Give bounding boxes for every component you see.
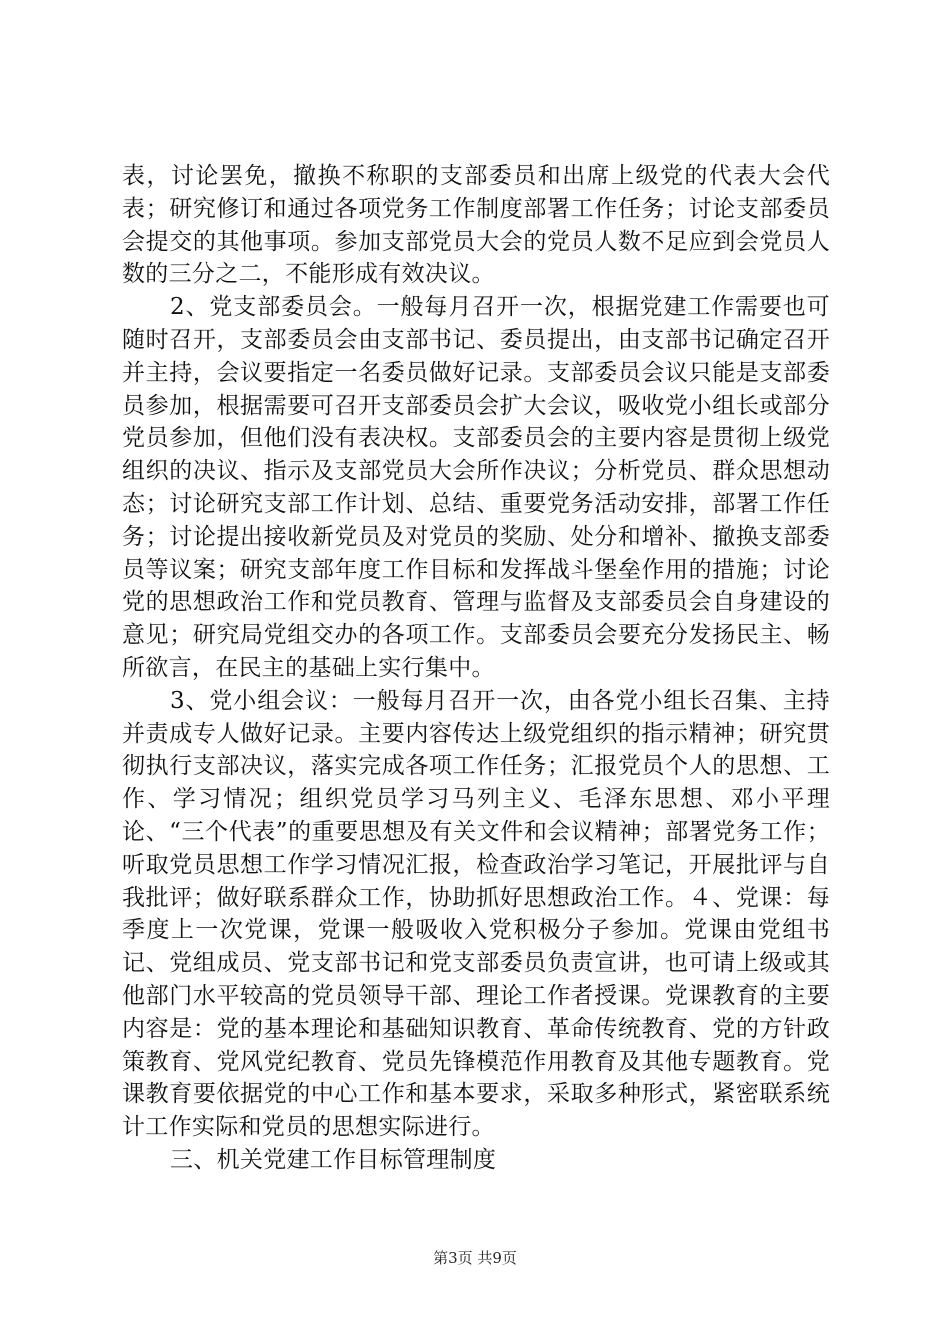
page-footer: 第3页 共9页: [433, 1249, 517, 1267]
section-heading: 三、机关党建工作目标管理制度: [170, 1146, 497, 1173]
paragraph-party-group-meeting: 3、党小组会议：一般每月召开一次，由各党小组长召集、主持并责成专人做好记录。主要内容传达上级党组织的指示精神；研究贯彻执行支部决议，落实完成各项工作任务；汇报党员个人的思想、工作、学习情况；组织党员学习马列主义、毛泽东思想、邓小平理论、“三个代表”的重要思想及有关文件和会议精神；部署党务工作；听取党员思想工作学习情况汇报，检查政治学习笔记，开展批评与自我批评；做好联系群众工作，协助抓好思想政治工作。４、党课：每季度上一次党课，党课一般吸收入党积极分子参加。党课由党组书记、党组成员、党支部书记和党支部委员负责宣讲，也可请上级或其他部门水平较高的党员领导干部、理论工作者授课。党课教育的主要内容是：党的基本理论和基础知识教育、革命传统教育、党的方针政策教育、党风党纪教育、党员先锋模范作用教育及其他专题教育。党课教育要依据党的中心工作和基本要求，采取多种形式，紧密联系统计工作实际和党员的思想实际进行。: [122, 687, 830, 1141]
paragraph-continuation: 表，讨论罢免，撤换不称职的支部委员和出席上级党的代表大会代表；研究修订和通过各项党务工作制度部署工作任务；讨论支部委员会提交的其他事项。参加支部党员大会的党员人数不足应到会党员人数的三分之二，不能形成有效决议。: [122, 163, 830, 288]
document-body: [122, 160, 830, 1177]
paragraph-branch-committee: 2、党支部委员会。一般每月召开一次，根据党建工作需要也可随时召开，支部委员会由支部书记、委员提出，由支部书记确定召开并主持，会议要指定一名委员做好记录。支部委员会议只能是支部委员参加，根据需要可召开支部委员会扩大会议，吸收党小组长或部分党员参加，但他们没有表决权。支部委员会的主要内容是贯彻上级党组织的决议、指示及支部党员大会所作决议；分析党员、群众思想动态；讨论研究支部工作计划、总结、重要党务活动安排，部署工作任务；讨论提出接收新党员及对党员的奖励、处分和增补、撤换支部委员等议案；研究支部年度工作目标和发挥战斗堡垒作用的措施；讨论党的思想政治工作和党员教育、管理与监督及支部委员会自身建设的意见；研究局党组交办的各项工作。支部委员会要充分发扬民主、畅所欲言，在民主的基础上实行集中。: [122, 294, 830, 681]
